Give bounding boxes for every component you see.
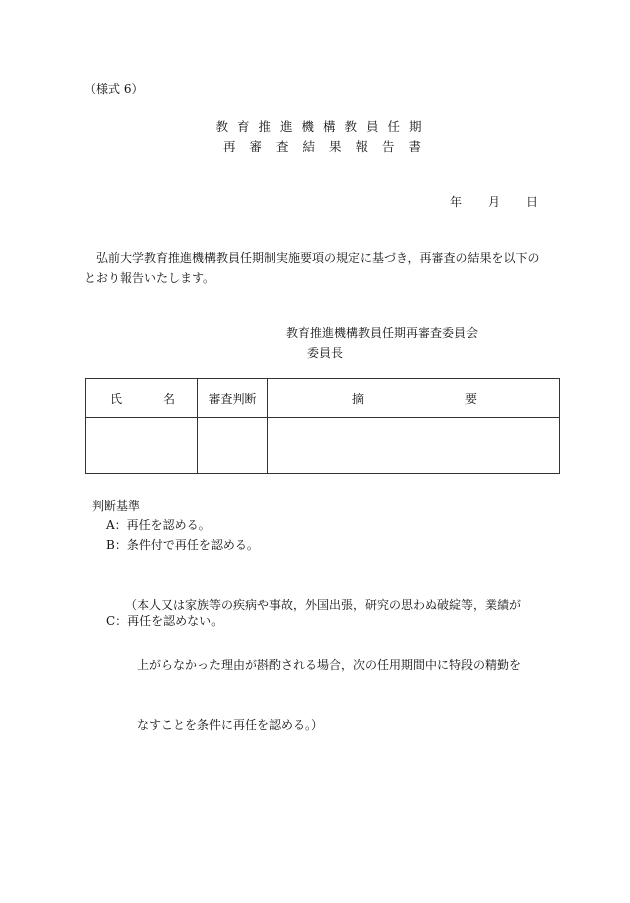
criterion-c: C：再任を認めない。 xyxy=(106,614,224,628)
body-line-1: 弘前大学教育推進機構教員任期制実施要項の規定に基づき，再審査の結果を以下の xyxy=(96,251,540,265)
form-number: （様式 6） xyxy=(84,82,144,96)
date-year-label: 年 xyxy=(449,195,462,209)
header-summary xyxy=(268,379,560,418)
header-name-second-char: 名 xyxy=(162,391,175,406)
body-line-2: とおり報告いたします。 xyxy=(84,271,216,285)
date-day-label: 日 xyxy=(525,195,538,209)
report-body-text xyxy=(84,248,568,288)
document-title-line-1: 教育推進機構教員任期 xyxy=(215,119,431,134)
cell-name[interactable] xyxy=(86,418,198,474)
criterion-b-note-line-3: なすことを条件に再任を認める。） xyxy=(125,718,324,732)
table-row xyxy=(86,418,560,474)
date-month-label: 月 xyxy=(487,195,500,209)
document-title-line-2: 再審査結果報告書 xyxy=(222,139,435,154)
review-result-table xyxy=(85,378,560,474)
criteria-heading: 判断基準 xyxy=(92,499,141,513)
committee-chair-label: 委員長 xyxy=(307,346,344,360)
criterion-b: B：条件付で再任を認める。 xyxy=(106,538,259,552)
criterion-b-note xyxy=(125,555,521,755)
header-summary-second-char: 要 xyxy=(464,391,477,406)
header-judgment: 審査判断 xyxy=(198,379,268,418)
criterion-b-note-line-2: 上がらなかった理由が斟酌される場合，次の任用期間中に特段の精勤を xyxy=(125,658,522,672)
date-line xyxy=(424,193,538,210)
header-name xyxy=(86,379,198,418)
header-summary-first-char: 摘 xyxy=(352,391,365,406)
table-header-row xyxy=(86,379,560,418)
header-name-first-char: 氏 xyxy=(110,391,123,406)
committee-name: 教育推進機構教員任期再審査委員会 xyxy=(286,326,479,340)
cell-summary[interactable] xyxy=(268,418,560,474)
cell-judgment[interactable] xyxy=(198,418,268,474)
criterion-b-note-line-1: （本人又は家族等の疾病や事故，外国出張，研究の思わぬ破綻等，業績が xyxy=(125,598,522,612)
criterion-a: A：再任を認める。 xyxy=(106,518,211,532)
